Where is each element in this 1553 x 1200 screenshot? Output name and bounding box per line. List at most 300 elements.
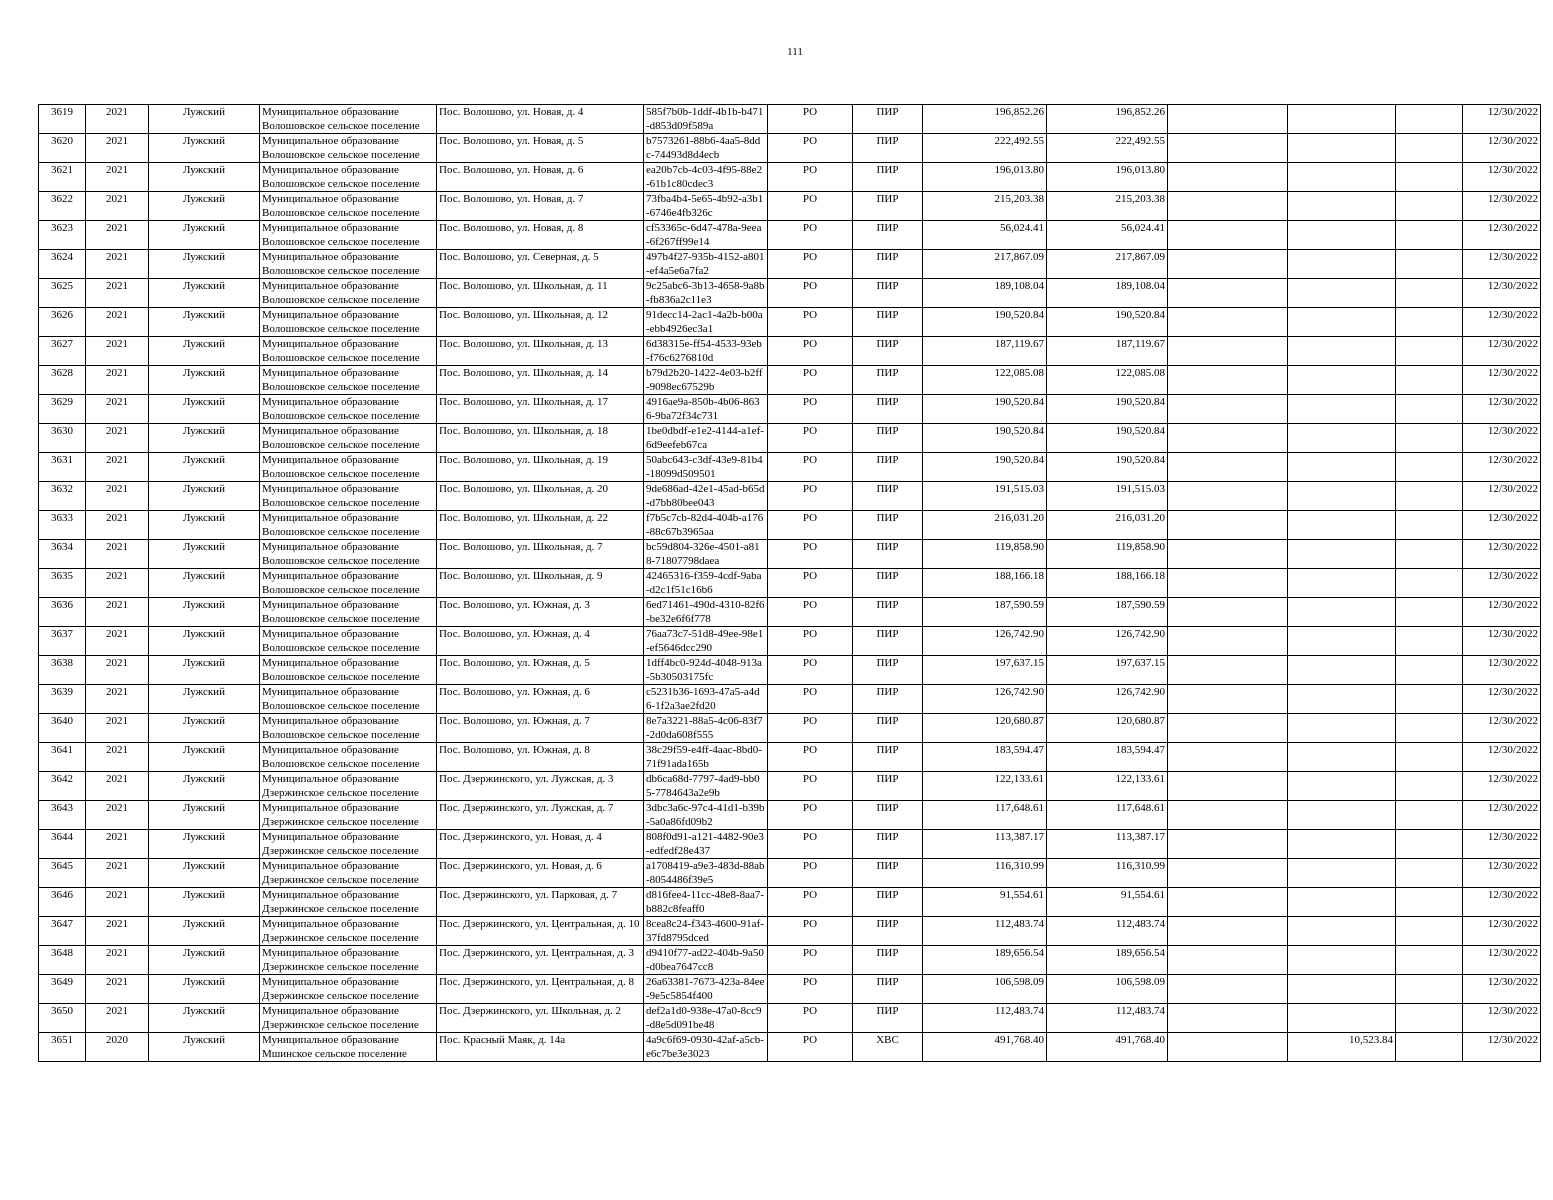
cell-year: 2021 [86,250,149,279]
cell-work: ПИР [853,743,923,772]
cell-guid: 4a9c6f69-0930-42af-a5cb-e6c7be3e3023 [644,1033,768,1062]
cell-sum: 113,387.17 [923,830,1047,859]
cell-e2 [1288,250,1396,279]
cell-municipality: Муниципальное образование Волошовское сельское поселение [260,366,437,395]
cell-type: РО [768,685,853,714]
cell-work: ПИР [853,975,923,1004]
cell-sum2: 216,031.20 [1047,511,1168,540]
cell-address: Пос. Дзержинского, ул. Школьная, д. 2 [437,1004,644,1033]
cell-num: 3628 [39,366,86,395]
cell-date: 12/30/2022 [1463,743,1541,772]
cell-district: Лужский [149,511,260,540]
cell-municipality: Муниципальное образование Волошовское сельское поселение [260,627,437,656]
cell-type: РО [768,279,853,308]
cell-num: 3629 [39,395,86,424]
cell-date: 12/30/2022 [1463,337,1541,366]
cell-work: ПИР [853,569,923,598]
cell-sum2: 190,520.84 [1047,395,1168,424]
cell-e1 [1168,685,1288,714]
cell-work: ПИР [853,453,923,482]
cell-year: 2021 [86,221,149,250]
cell-year: 2021 [86,830,149,859]
cell-e2 [1288,627,1396,656]
cell-sum: 215,203.38 [923,192,1047,221]
cell-date: 12/30/2022 [1463,250,1541,279]
cell-work: ПИР [853,105,923,134]
cell-year: 2021 [86,917,149,946]
cell-guid: 6d38315e-ff54-4533-93eb-f76c6276810d [644,337,768,366]
cell-date: 12/30/2022 [1463,569,1541,598]
table-row [39,946,1541,975]
cell-type: РО [768,221,853,250]
cell-e2 [1288,424,1396,453]
table-row [39,714,1541,743]
cell-address: Пос. Волошово, ул. Южная, д. 8 [437,743,644,772]
cell-address: Пос. Волошово, ул. Южная, д. 5 [437,656,644,685]
cell-work: ПИР [853,917,923,946]
cell-year: 2021 [86,772,149,801]
cell-sum: 187,119.67 [923,337,1047,366]
cell-type: РО [768,308,853,337]
cell-type: РО [768,424,853,453]
cell-e2 [1288,540,1396,569]
cell-municipality: Муниципальное образование Дзержинское сельское поселение [260,888,437,917]
cell-year: 2021 [86,192,149,221]
cell-district: Лужский [149,395,260,424]
cell-municipality: Муниципальное образование Волошовское сельское поселение [260,714,437,743]
cell-year: 2020 [86,1033,149,1062]
cell-address: Пос. Дзержинского, ул. Парковая, д. 7 [437,888,644,917]
cell-work: ПИР [853,424,923,453]
cell-work: ПИР [853,627,923,656]
cell-address: Пос. Волошово, ул. Новая, д. 4 [437,105,644,134]
cell-district: Лужский [149,685,260,714]
cell-e1 [1168,627,1288,656]
cell-sum: 187,590.59 [923,598,1047,627]
cell-district: Лужский [149,772,260,801]
table-row [39,192,1541,221]
cell-municipality: Муниципальное образование Волошовское сельское поселение [260,743,437,772]
cell-type: РО [768,569,853,598]
cell-sum2: 56,024.41 [1047,221,1168,250]
cell-sum2: 222,492.55 [1047,134,1168,163]
cell-e2 [1288,337,1396,366]
cell-year: 2021 [86,714,149,743]
cell-e3 [1396,743,1463,772]
table-row [39,105,1541,134]
cell-year: 2021 [86,656,149,685]
cell-address: Пос. Волошово, ул. Новая, д. 7 [437,192,644,221]
cell-type: РО [768,1033,853,1062]
cell-work: ПИР [853,250,923,279]
cell-work: ХВС [853,1033,923,1062]
cell-e2 [1288,946,1396,975]
cell-work: ПИР [853,337,923,366]
cell-district: Лужский [149,859,260,888]
cell-guid: 808f0d91-a121-4482-90e3-edfedf28e437 [644,830,768,859]
cell-year: 2021 [86,163,149,192]
cell-address: Пос. Дзержинского, ул. Новая, д. 6 [437,859,644,888]
cell-district: Лужский [149,134,260,163]
cell-num: 3622 [39,192,86,221]
cell-sum: 122,085.08 [923,366,1047,395]
cell-e2 [1288,772,1396,801]
cell-sum: 126,742.90 [923,685,1047,714]
cell-work: ПИР [853,221,923,250]
cell-type: РО [768,801,853,830]
cell-sum: 190,520.84 [923,395,1047,424]
cell-num: 3651 [39,1033,86,1062]
cell-district: Лужский [149,424,260,453]
cell-municipality: Муниципальное образование Волошовское сельское поселение [260,395,437,424]
cell-work: ПИР [853,134,923,163]
cell-district: Лужский [149,830,260,859]
cell-e2 [1288,656,1396,685]
cell-district: Лужский [149,279,260,308]
cell-municipality: Муниципальное образование Дзержинское сельское поселение [260,975,437,1004]
cell-district: Лужский [149,105,260,134]
cell-e1 [1168,598,1288,627]
cell-year: 2021 [86,801,149,830]
cell-num: 3642 [39,772,86,801]
cell-address: Пос. Волошово, ул. Школьная, д. 22 [437,511,644,540]
cell-address: Пос. Волошово, ул. Школьная, д. 7 [437,540,644,569]
cell-address: Пос. Волошово, ул. Северная, д. 5 [437,250,644,279]
cell-sum: 189,656.54 [923,946,1047,975]
cell-work: ПИР [853,192,923,221]
cell-sum: 56,024.41 [923,221,1047,250]
cell-district: Лужский [149,453,260,482]
cell-date: 12/30/2022 [1463,134,1541,163]
cell-sum2: 189,656.54 [1047,946,1168,975]
cell-e2 [1288,598,1396,627]
cell-e1 [1168,917,1288,946]
cell-district: Лужский [149,656,260,685]
cell-work: ПИР [853,540,923,569]
cell-municipality: Муниципальное образование Дзержинское сельское поселение [260,830,437,859]
cell-num: 3650 [39,1004,86,1033]
table-row [39,366,1541,395]
cell-date: 12/30/2022 [1463,627,1541,656]
cell-year: 2021 [86,627,149,656]
cell-e3 [1396,714,1463,743]
cell-guid: 91decc14-2ac1-4a2b-b00a-ebb4926ec3a1 [644,308,768,337]
cell-guid: def2a1d0-938e-47a0-8cc9-d8e5d091be48 [644,1004,768,1033]
cell-e2 [1288,366,1396,395]
cell-date: 12/30/2022 [1463,308,1541,337]
cell-date: 12/30/2022 [1463,192,1541,221]
cell-municipality: Муниципальное образование Волошовское сельское поселение [260,598,437,627]
cell-sum2: 215,203.38 [1047,192,1168,221]
cell-type: РО [768,975,853,1004]
cell-type: РО [768,134,853,163]
cell-year: 2021 [86,395,149,424]
cell-e3 [1396,279,1463,308]
cell-num: 3631 [39,453,86,482]
cell-guid: 3dbc3a6c-97c4-41d1-b39b-5a0a86fd09b2 [644,801,768,830]
cell-work: ПИР [853,1004,923,1033]
cell-e3 [1396,163,1463,192]
cell-address: Пос. Волошово, ул. Школьная, д. 18 [437,424,644,453]
cell-num: 3623 [39,221,86,250]
cell-sum2: 187,590.59 [1047,598,1168,627]
cell-sum2: 183,594.47 [1047,743,1168,772]
cell-date: 12/30/2022 [1463,540,1541,569]
cell-num: 3648 [39,946,86,975]
cell-e1 [1168,743,1288,772]
cell-sum2: 120,680.87 [1047,714,1168,743]
cell-year: 2021 [86,946,149,975]
cell-e1 [1168,656,1288,685]
cell-type: РО [768,540,853,569]
cell-guid: b79d2b20-1422-4e03-b2ff-9098ec67529b [644,366,768,395]
cell-num: 3635 [39,569,86,598]
cell-sum2: 190,520.84 [1047,308,1168,337]
cell-sum: 197,637.15 [923,656,1047,685]
table-row [39,250,1541,279]
cell-num: 3634 [39,540,86,569]
cell-guid: 9c25abc6-3b13-4658-9a8b-fb836a2c11e3 [644,279,768,308]
cell-address: Пос. Волошово, ул. Новая, д. 8 [437,221,644,250]
cell-municipality: Муниципальное образование Волошовское сельское поселение [260,685,437,714]
cell-e1 [1168,308,1288,337]
cell-sum2: 190,520.84 [1047,424,1168,453]
cell-work: ПИР [853,482,923,511]
cell-work: ПИР [853,598,923,627]
cell-num: 3625 [39,279,86,308]
cell-sum: 196,852.26 [923,105,1047,134]
cell-year: 2021 [86,743,149,772]
cell-work: ПИР [853,714,923,743]
cell-e1 [1168,192,1288,221]
cell-e3 [1396,105,1463,134]
cell-sum2: 91,554.61 [1047,888,1168,917]
cell-address: Пос. Волошово, ул. Южная, д. 4 [437,627,644,656]
cell-e3 [1396,685,1463,714]
cell-municipality: Муниципальное образование Волошовское сельское поселение [260,482,437,511]
table-row [39,801,1541,830]
cell-district: Лужский [149,308,260,337]
cell-municipality: Муниципальное образование Волошовское сельское поселение [260,250,437,279]
cell-work: ПИР [853,830,923,859]
cell-type: РО [768,656,853,685]
cell-e2 [1288,511,1396,540]
cell-address: Пос. Волошово, ул. Новая, д. 5 [437,134,644,163]
cell-num: 3640 [39,714,86,743]
cell-e2 [1288,1004,1396,1033]
cell-e1 [1168,511,1288,540]
cell-sum: 106,598.09 [923,975,1047,1004]
cell-address: Пос. Волошово, ул. Школьная, д. 19 [437,453,644,482]
cell-guid: 50abc643-c3df-43e9-81b4-18099d509501 [644,453,768,482]
cell-e1 [1168,105,1288,134]
cell-sum: 122,133.61 [923,772,1047,801]
cell-municipality: Муниципальное образование Волошовское сельское поселение [260,192,437,221]
cell-district: Лужский [149,192,260,221]
table-row [39,395,1541,424]
cell-type: РО [768,250,853,279]
cell-date: 12/30/2022 [1463,1004,1541,1033]
cell-municipality: Муниципальное образование Волошовское сельское поселение [260,105,437,134]
table-row [39,134,1541,163]
cell-type: РО [768,453,853,482]
cell-e1 [1168,801,1288,830]
cell-e1 [1168,395,1288,424]
cell-e1 [1168,366,1288,395]
cell-work: ПИР [853,888,923,917]
cell-sum2: 112,483.74 [1047,1004,1168,1033]
cell-e3 [1396,975,1463,1004]
cell-e2 [1288,569,1396,598]
cell-num: 3641 [39,743,86,772]
cell-type: РО [768,917,853,946]
table-row [39,279,1541,308]
cell-e3 [1396,134,1463,163]
cell-address: Пос. Красный Маяк, д. 14а [437,1033,644,1062]
cell-address: Пос. Дзержинского, ул. Лужская, д. 3 [437,772,644,801]
cell-district: Лужский [149,975,260,1004]
cell-type: РО [768,511,853,540]
table-row [39,598,1541,627]
cell-municipality: Муниципальное образование Дзержинское сельское поселение [260,859,437,888]
table-row [39,743,1541,772]
table-row [39,221,1541,250]
cell-e3 [1396,366,1463,395]
cell-municipality: Муниципальное образование Волошовское сельское поселение [260,221,437,250]
cell-year: 2021 [86,482,149,511]
cell-district: Лужский [149,888,260,917]
table-row [39,308,1541,337]
cell-date: 12/30/2022 [1463,656,1541,685]
cell-type: РО [768,163,853,192]
cell-year: 2021 [86,366,149,395]
cell-num: 3637 [39,627,86,656]
cell-district: Лужский [149,714,260,743]
table-row [39,424,1541,453]
cell-sum2: 113,387.17 [1047,830,1168,859]
cell-e1 [1168,134,1288,163]
cell-municipality: Муниципальное образование Волошовское сельское поселение [260,540,437,569]
cell-address: Пос. Волошово, ул. Школьная, д. 17 [437,395,644,424]
cell-date: 12/30/2022 [1463,511,1541,540]
cell-address: Пос. Волошово, ул. Школьная, д. 13 [437,337,644,366]
cell-e2 [1288,221,1396,250]
cell-date: 12/30/2022 [1463,366,1541,395]
cell-num: 3649 [39,975,86,1004]
cell-sum: 116,310.99 [923,859,1047,888]
cell-year: 2021 [86,685,149,714]
cell-work: ПИР [853,163,923,192]
cell-year: 2021 [86,975,149,1004]
cell-e1 [1168,540,1288,569]
cell-num: 3627 [39,337,86,366]
cell-sum: 217,867.09 [923,250,1047,279]
cell-district: Лужский [149,743,260,772]
cell-date: 12/30/2022 [1463,221,1541,250]
cell-type: РО [768,627,853,656]
cell-district: Лужский [149,569,260,598]
cell-sum: 112,483.74 [923,917,1047,946]
cell-sum: 112,483.74 [923,1004,1047,1033]
cell-e1 [1168,163,1288,192]
cell-guid: f7b5c7cb-82d4-404b-a176-88c67b3965aa [644,511,768,540]
cell-sum: 183,594.47 [923,743,1047,772]
cell-district: Лужский [149,1004,260,1033]
table-row [39,830,1541,859]
table-row [39,656,1541,685]
registry-table [38,104,1541,1062]
cell-num: 3647 [39,917,86,946]
cell-guid: c5231b36-1693-47a5-a4d6-1f2a3ae2fd20 [644,685,768,714]
cell-year: 2021 [86,424,149,453]
cell-district: Лужский [149,366,260,395]
cell-guid: 8e7a3221-88a5-4c06-83f7-2d0da608f555 [644,714,768,743]
cell-e3 [1396,250,1463,279]
cell-municipality: Муниципальное образование Волошовское сельское поселение [260,656,437,685]
cell-num: 3619 [39,105,86,134]
cell-address: Пос. Волошово, ул. Школьная, д. 9 [437,569,644,598]
cell-num: 3632 [39,482,86,511]
cell-e2 [1288,453,1396,482]
cell-date: 12/30/2022 [1463,888,1541,917]
cell-district: Лужский [149,221,260,250]
cell-num: 3633 [39,511,86,540]
cell-work: ПИР [853,772,923,801]
cell-sum2: 196,852.26 [1047,105,1168,134]
cell-date: 12/30/2022 [1463,859,1541,888]
cell-district: Лужский [149,1033,260,1062]
cell-e2 [1288,743,1396,772]
cell-num: 3643 [39,801,86,830]
cell-district: Лужский [149,482,260,511]
cell-sum: 189,108.04 [923,279,1047,308]
cell-date: 12/30/2022 [1463,685,1541,714]
cell-sum2: 116,310.99 [1047,859,1168,888]
cell-e3 [1396,859,1463,888]
cell-municipality: Муниципальное образование Дзержинское сельское поселение [260,917,437,946]
cell-work: ПИР [853,395,923,424]
cell-e3 [1396,1004,1463,1033]
cell-year: 2021 [86,308,149,337]
cell-sum: 222,492.55 [923,134,1047,163]
cell-sum2: 117,648.61 [1047,801,1168,830]
cell-type: РО [768,772,853,801]
cell-e1 [1168,1033,1288,1062]
cell-e1 [1168,888,1288,917]
cell-e2 [1288,685,1396,714]
cell-e2 [1288,163,1396,192]
cell-num: 3630 [39,424,86,453]
cell-sum2: 188,166.18 [1047,569,1168,598]
cell-type: РО [768,1004,853,1033]
cell-type: РО [768,743,853,772]
cell-type: РО [768,337,853,366]
table-row [39,888,1541,917]
cell-district: Лужский [149,801,260,830]
cell-sum: 91,554.61 [923,888,1047,917]
cell-date: 12/30/2022 [1463,424,1541,453]
cell-guid: d9410f77-ad22-404b-9a50-d0bea7647cc8 [644,946,768,975]
table-row [39,163,1541,192]
cell-e2 [1288,859,1396,888]
cell-e1 [1168,714,1288,743]
cell-guid: 26a63381-7673-423a-84ee-9e5c5854f400 [644,975,768,1004]
cell-e3 [1396,656,1463,685]
cell-num: 3638 [39,656,86,685]
cell-sum: 196,013.80 [923,163,1047,192]
cell-municipality: Муниципальное образование Дзержинское сельское поселение [260,801,437,830]
cell-sum: 188,166.18 [923,569,1047,598]
